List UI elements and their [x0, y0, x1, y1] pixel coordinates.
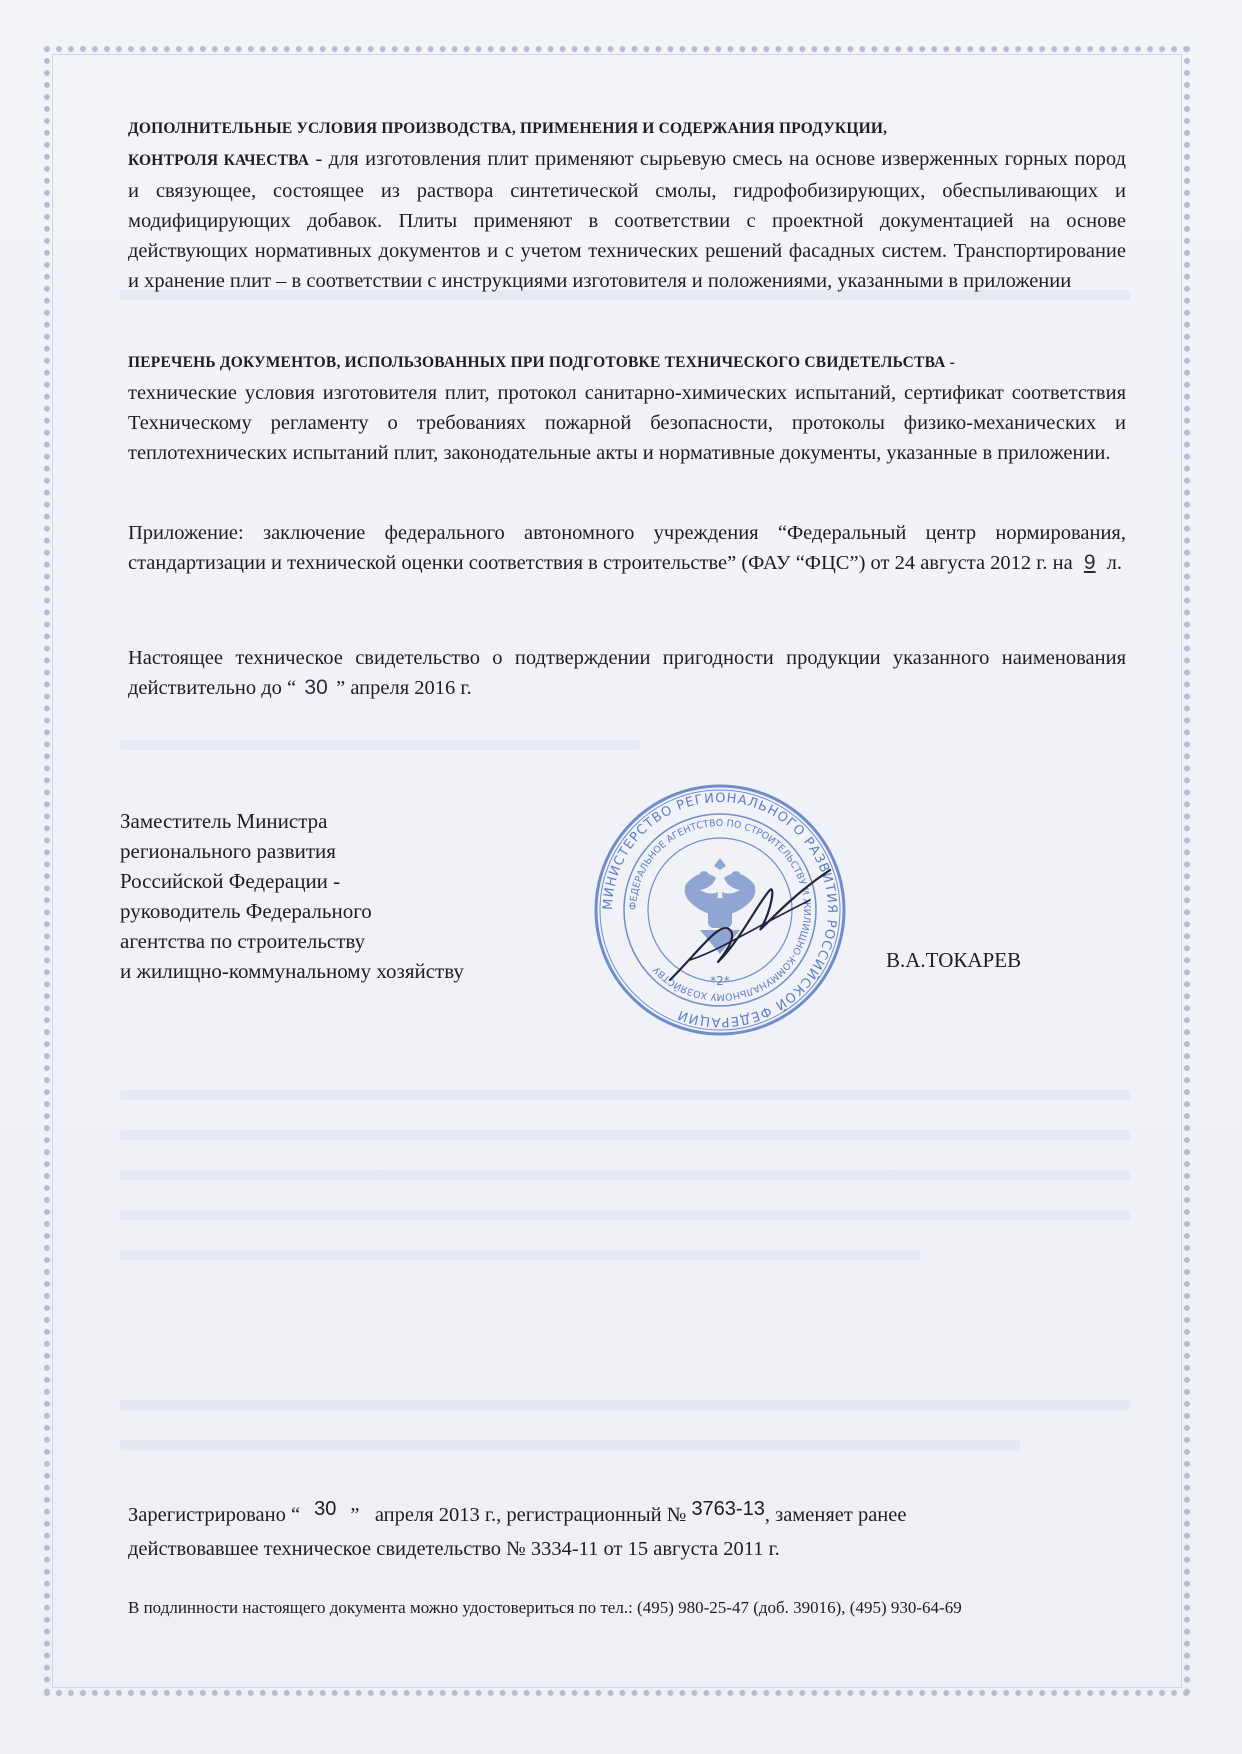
registration-day: 30	[314, 1498, 337, 1520]
appendix-text: Приложение: заключение федерального автономного учреждения “Федеральный центр нормирования, стандартизации и технической оценки соответствия в строительстве” (ФАУ “ФЦС”) от 24 августа 2012 г. на	[128, 522, 1126, 574]
seal-outer-text: МИНИСТЕРСТВО РЕГИОНАЛЬНОГО РАЗВИТИЯ РОССИЙСКОЙ ФЕДЕРАЦИИ	[600, 790, 840, 1030]
section-documents	[128, 346, 1126, 468]
section-appendix: Приложение: заключение федерального автономного учреждения “Федеральный центр нормирования, стандартизации и технической оценки соответствия в строительстве” (ФАУ “ФЦС”) от 24 августа 2012 г. на 9 л.	[128, 522, 1126, 574]
show-through-line	[120, 1250, 920, 1260]
signature	[660, 860, 840, 990]
section-conditions: ДОПОЛНИТЕЛЬНЫЕ УСЛОВИЯ ПРОИЗВОДСТВА, ПРИМЕНЕНИЯ И СОДЕРЖАНИЯ ПРОДУКЦИИ, КОНТРОЛЯ КАЧЕСТВА - для изготовления плит применяют сырьевую смесь на основе изверженных горных пород и связующее, состоящее из раствора синтетической смолы, гидрофобизирующих, обеспыливающих и модифицирующих добавок. Плиты применяют в соответствии с проектной документацией на основе действующих нормативных документов и с учетом технических решений фасадных систем. Транспортирование и хранение плит – в соответствии с инструкциями изготовителя и положениями, указанными в приложении	[128, 120, 1126, 292]
show-through-line	[120, 1440, 1020, 1450]
section-heading: КОНТРОЛЯ КАЧЕСТВА	[128, 152, 310, 169]
section-heading: ДОПОЛНИТЕЛЬНЫЕ УСЛОВИЯ ПРОИЗВОДСТВА, ПРИМЕНЕНИЯ И СОДЕРЖАНИЯ ПРОДУКЦИИ,	[128, 120, 888, 137]
show-through-line	[120, 1210, 1130, 1220]
section-body: для изготовления плит применяют сырьевую смесь на основе изверженных горных пород и связующее, состоящее из раствора синтетической смолы, гидрофобизирующих, обеспыливающих и модифицирующих добавок. Плиты применяют в соответствии с проектной документацией на основе действующих нормативных документов и с учетом технических решений фасадных систем. Транспортирование и хранение плит – в соответствии с инструкциями изготовителя и положениями, указанными в приложении	[128, 148, 1126, 292]
registration-block: Зарегистрировано “ 30 ” апреля 2013 г., регистрационный № 3763-13, заменяет ранее действовавшее техническое свидетельство № 3334-11 от 15 августа 2011 г.	[128, 1498, 1126, 1566]
registration-replaces: действовавшее техническое свидетельство № 3334-11 от 15 августа 2011 г.	[128, 1538, 780, 1560]
show-through-line	[120, 740, 640, 750]
signer-name: В.А.ТОКАРЕВ	[886, 948, 1022, 972]
validity-text: Настоящее техническое свидетельство о подтверждении пригодности продукции указанного наименования действительно до	[128, 647, 1126, 699]
seal-star-mark: *2*	[710, 974, 730, 988]
signer-title: Заместитель Министра регионального развития Российской Федерации - руководитель Федерального агентства по строительству и жилищно-коммунальному хозяйству	[120, 809, 464, 983]
validity-day: 30	[304, 676, 328, 699]
registration-number: 3763-13	[691, 1498, 765, 1520]
section-validity: Настоящее техническое свидетельство о подтверждении пригодности продукции указанного наименования действительно до “ 30 ” апреля 2016 г.	[128, 643, 1126, 703]
show-through-line	[120, 1170, 1130, 1180]
section-body: технические условия изготовителя плит, протокол санитарно-химических испытаний, сертификат соответствия Техническому регламенту о требованиях пожарной безопасности, протоколы физико-механических и теплотехнических испытаний плит, законодательные акты и нормативные документы, указанные в приложении.	[128, 382, 1126, 464]
show-through-line	[120, 1130, 1130, 1140]
seal-inner-text: ФЕДЕРАЛЬНОЕ АГЕНТСТВО ПО СТРОИТЕЛЬСТВУ И ЖИЛИЩНО-КОММУНАЛЬНОМУ ХОЗЯЙСТВУ	[627, 817, 813, 1003]
show-through-line	[120, 1400, 1130, 1410]
validity-date: апреля 2016 г.	[350, 677, 472, 699]
section-heading: ПЕРЕЧЕНЬ ДОКУМЕНТОВ, ИСПОЛЬЗОВАННЫХ ПРИ ПОДГОТОВКЕ ТЕХНИЧЕСКОГО СВИДЕТЕЛЬСТВА -	[128, 354, 955, 371]
show-through-line	[120, 1090, 1130, 1100]
verification-footer: В подлинности настоящего документа можно удостовериться по тел.: (495) 980-25-47 (доб. 39016), (495) 930-64-69	[128, 1598, 962, 1617]
appendix-page-count: 9	[1083, 551, 1096, 574]
